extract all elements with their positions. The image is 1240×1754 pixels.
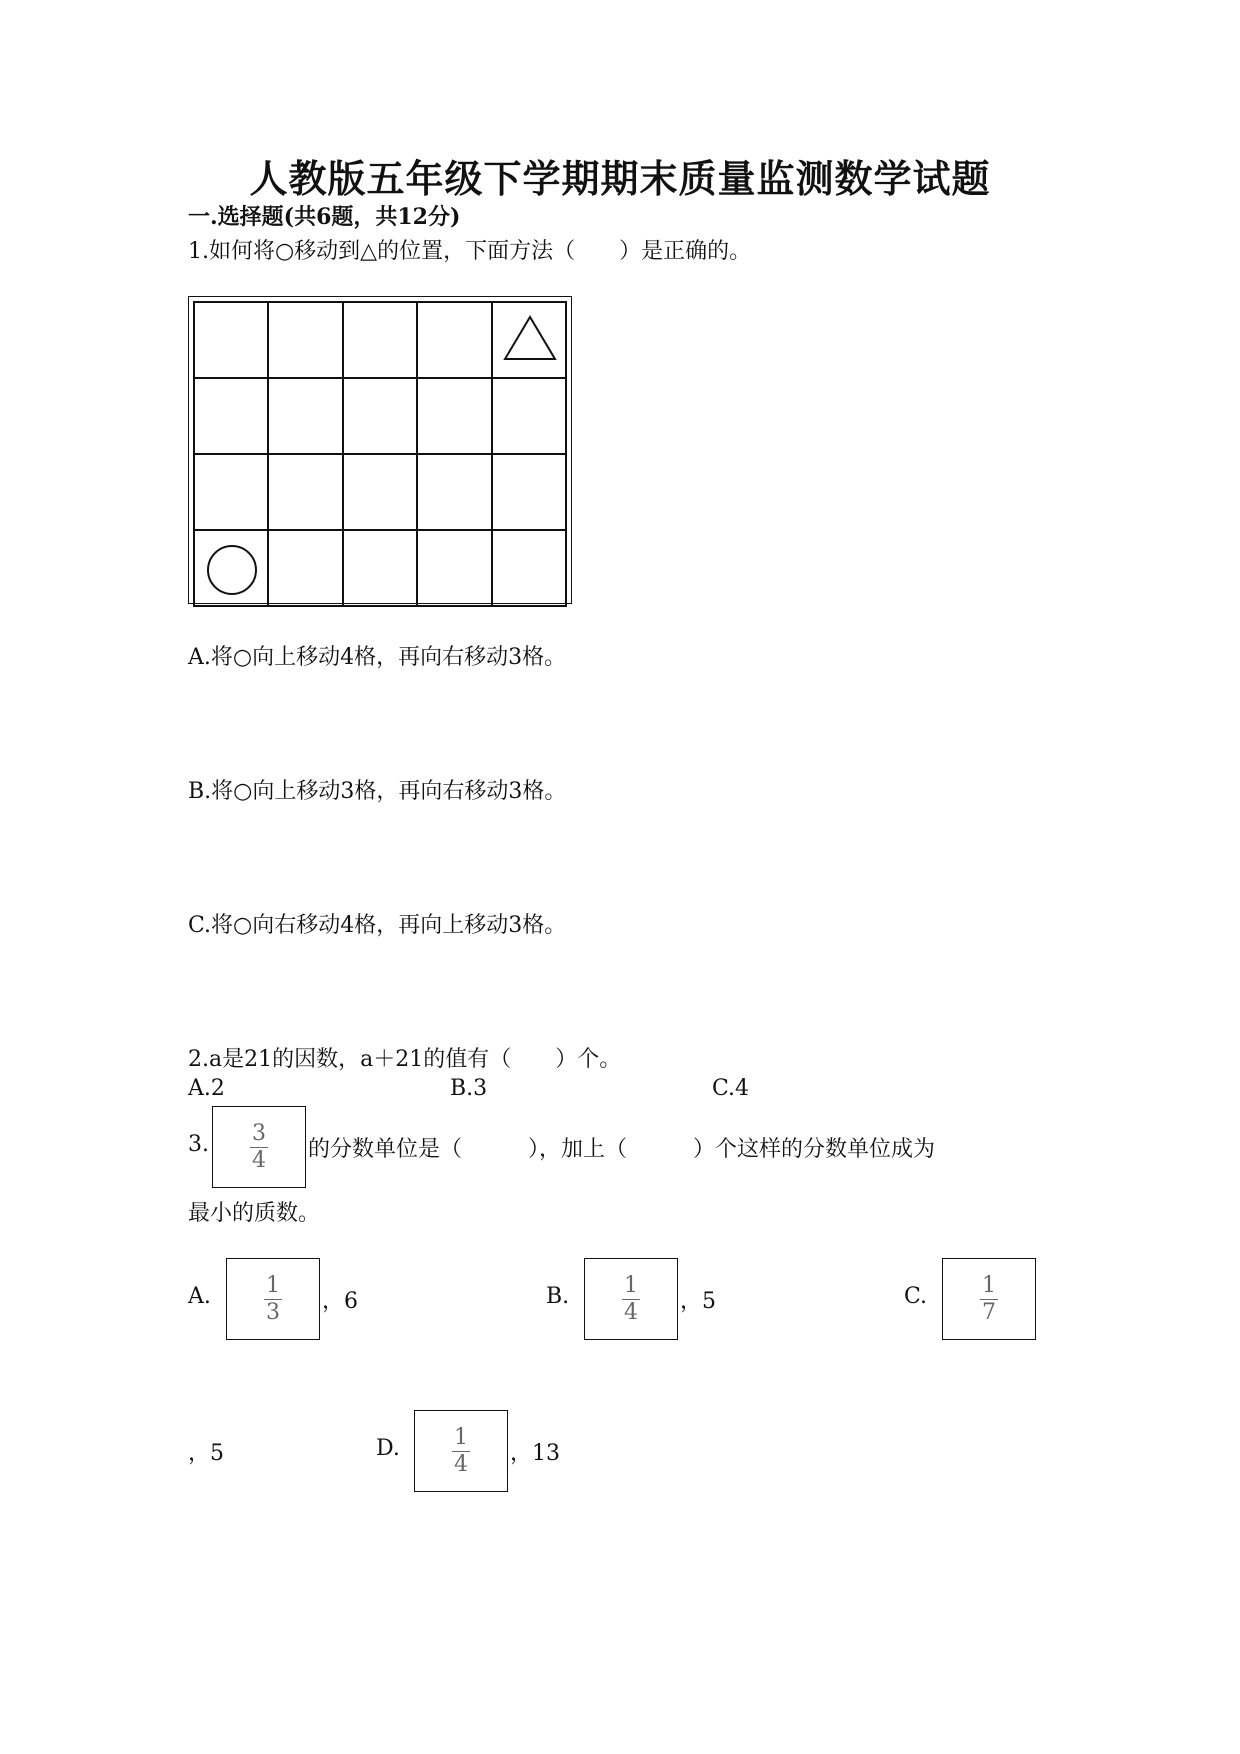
option-b-fraction-box bbox=[584, 1258, 678, 1340]
question-3-stem: 的分数单位是（ ），加上（ ）个这样的分数单位成为 bbox=[308, 1137, 936, 1162]
fraction-denominator: 4 bbox=[454, 1451, 468, 1477]
grid-cell bbox=[417, 378, 491, 454]
grid-cell bbox=[194, 302, 268, 378]
fraction-denominator: 7 bbox=[982, 1299, 996, 1325]
fraction-numerator: 1 bbox=[266, 1272, 280, 1298]
grid-cell bbox=[268, 302, 342, 378]
question-2-option-a: A.2 bbox=[188, 1076, 225, 1101]
question-3-stem-line2: 最小的质数。 bbox=[188, 1201, 321, 1226]
grid-cell bbox=[343, 530, 417, 606]
page-title: 人教版五年级下学期期末质量监测数学试题 bbox=[249, 156, 991, 201]
question-2-stem: 2.a是21的因数，a＋21的值有（ ）个。 bbox=[188, 1047, 622, 1072]
grid-cell bbox=[417, 530, 491, 606]
grid-cell-circle bbox=[194, 530, 268, 606]
question-3-option-d-label: D. bbox=[376, 1436, 400, 1461]
grid-cell bbox=[343, 302, 417, 378]
question-2-option-c: C.4 bbox=[712, 1076, 750, 1101]
fraction-denominator: 4 bbox=[252, 1147, 266, 1173]
fraction bbox=[980, 1272, 998, 1325]
question-3-option-c-label: C. bbox=[904, 1284, 928, 1309]
grid-cell bbox=[194, 378, 268, 454]
option-c-fraction-box bbox=[942, 1258, 1036, 1340]
question-3-number: 3. bbox=[188, 1132, 209, 1157]
move-grid bbox=[188, 296, 572, 604]
fraction bbox=[250, 1120, 268, 1173]
fraction-denominator: 3 bbox=[266, 1299, 280, 1325]
grid-cell bbox=[268, 454, 342, 530]
fraction-numerator: 3 bbox=[252, 1120, 266, 1146]
question-3-option-d-suffix: ，13 bbox=[510, 1441, 560, 1466]
option-d-fraction-box bbox=[414, 1410, 508, 1492]
question-3-fraction-box bbox=[212, 1106, 306, 1188]
grid-cell bbox=[194, 454, 268, 530]
grid-table bbox=[193, 301, 567, 607]
question-3-option-c-suffix: ，5 bbox=[188, 1441, 224, 1466]
fraction bbox=[264, 1272, 282, 1325]
question-1-stem: 1.如何将○移动到△的位置，下面方法（ ）是正确的。 bbox=[188, 239, 752, 264]
section-heading: 一.选择题(共6题，共12分) bbox=[188, 204, 461, 230]
grid-cell bbox=[268, 378, 342, 454]
grid-cell bbox=[492, 454, 566, 530]
fraction-numerator: 1 bbox=[982, 1272, 996, 1298]
option-a-fraction-box bbox=[226, 1258, 320, 1340]
grid-cell bbox=[268, 530, 342, 606]
grid-cell bbox=[417, 302, 491, 378]
question-3-option-a-label: A. bbox=[188, 1284, 211, 1309]
question-1-option-a: A.将○向上移动4格，再向右移动3格。 bbox=[188, 645, 567, 670]
question-1-option-c: C.将○向右移动4格，再向上移动3格。 bbox=[188, 913, 567, 938]
question-3-option-b-suffix: ，5 bbox=[680, 1289, 716, 1314]
question-3-option-b-label: B. bbox=[546, 1284, 570, 1309]
question-1-option-b: B.将○向上移动3格，再向右移动3格。 bbox=[188, 779, 567, 804]
fraction bbox=[622, 1272, 640, 1325]
question-2-option-b: B.3 bbox=[450, 1076, 488, 1101]
fraction-numerator: 1 bbox=[624, 1272, 638, 1298]
grid-cell bbox=[343, 454, 417, 530]
fraction-numerator: 1 bbox=[454, 1424, 468, 1450]
fraction bbox=[452, 1424, 470, 1477]
grid-cell bbox=[417, 454, 491, 530]
circle-icon bbox=[195, 531, 270, 605]
question-3-option-a-suffix: ，6 bbox=[322, 1289, 358, 1314]
grid-cell bbox=[492, 530, 566, 606]
fraction-denominator: 4 bbox=[624, 1299, 638, 1325]
grid-cell bbox=[492, 378, 566, 454]
grid-cell bbox=[343, 378, 417, 454]
triangle-icon bbox=[493, 303, 568, 377]
grid-cell-triangle bbox=[492, 302, 566, 378]
